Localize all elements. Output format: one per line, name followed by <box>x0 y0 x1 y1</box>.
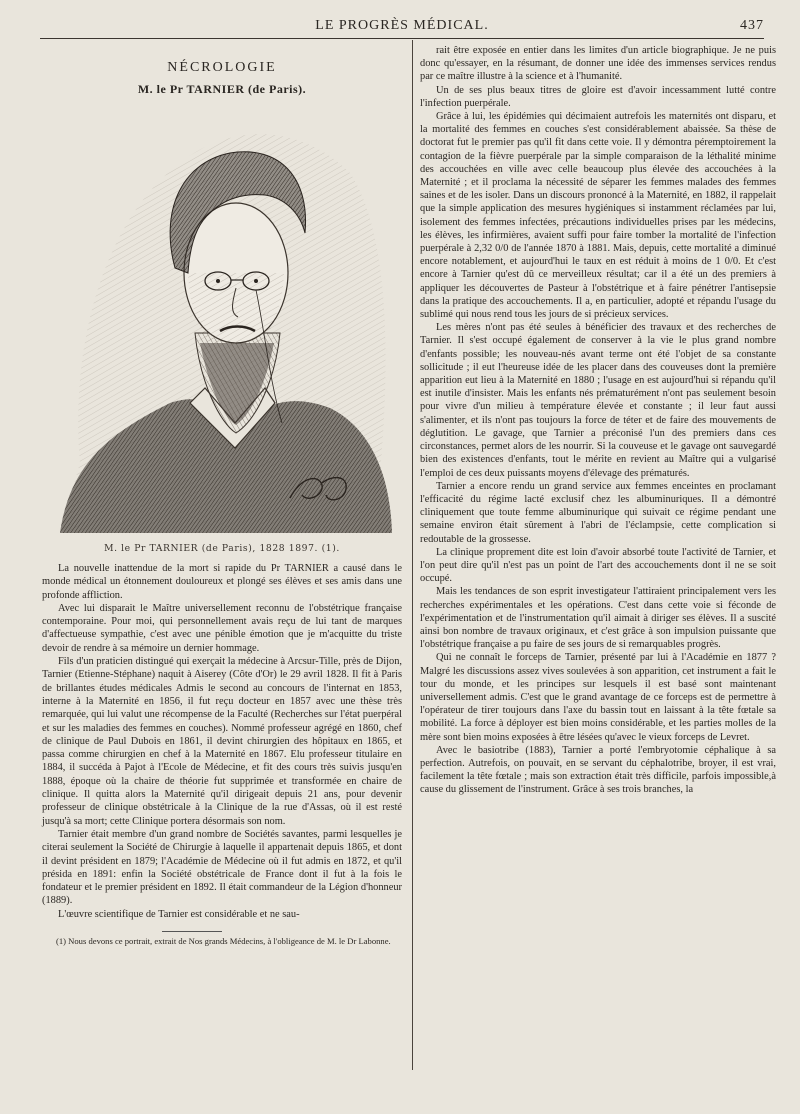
page-number: 437 <box>740 18 764 33</box>
paragraph: Un de ses plus beaux titres de gloire est d'avoir incessamment lutté contre l'infection puerpérale. <box>420 84 776 109</box>
left-column <box>42 42 402 947</box>
paragraph: Les mères n'ont pas été seules à bénéficier des travaux et des recherches de Tarnier. Il s'est occupé également de conserver à la vie le plus grand nombre d'enfants possible; les nouveau-nés avant terme ont été l'objet de sa constante sollicitude ; il eut l'heureuse idée de les placer dans des couveuses dont la première apparition eut lieu à la Maternité en 1880 ; l'usage en est aujourd'hui si répandu qu'il est inutile d'insister. Mais les enfants nés prématurément n'ont pas seulement besoin pour vivre d'un milieu à température élevée et constante ; il leur faut aussi s'alimenter, et ils n'ont pas toujours la force de téter et de faire des mouvements de déglutition. Le gavage, que Tarnier a préconisé l'un des premiers dans ces circonstances, permet alors de les nourrir. Si la couveuse et le gavage ont sauvegardé bien des existences d'enfants, tout le mérite en revient au Maître qui a vulgarisé l'emploi de ces deux puissants moyens d'élevage des prématurés. <box>420 322 776 479</box>
paragraph: rait être exposée en entier dans les limites d'un article biographique. Je ne puis donc qu'essayer, en la résumant, de donner une idée des immenses services rendus par ce maître illustre à la science et à l'humanité. <box>420 45 776 83</box>
paragraph: Avec le basiotribe (1883), Tarnier a porté l'embryotomie céphalique à sa perfection. Autrefois, on pouvait, en se servant du céphalotribe, broyer, il est vrai, facilement la tête fœtale ; mais son extraction était très difficile, parfois impossible,à cause du glissement de l'instrument. Grâce à ses trois branches, la <box>420 744 776 796</box>
portrait-caption: M. le Pr TARNIER (de Paris), 1828 1897. (1). <box>104 543 340 554</box>
paragraph: Avec lui disparait le Maître universellement reconnu de l'obstétrique française contemporaine. Pour moi, qui personnellement avais reçu de lui tant de marques d'affectueuse sympathie, c'est avec une pénible émotion que je m'acquitte du triste devoir de rendre à sa mémoire un dernier hommage. <box>42 602 402 654</box>
column-divider <box>412 40 413 1070</box>
left-text <box>42 562 402 921</box>
paragraph: Tarnier était membre d'un grand nombre de Sociétés savantes, parmi lesquelles je citerai seulement la Société de Chirurgie à laquelle il appartenait depuis 1865, et dont il devint président en 1879; l'Académie de Médecine où il fut admis en 1872, et qu'il présida en 1891: enfin la Société obstétricale de France dont il fut à la fois le fondateur et le premier président en 1892. Il était commandeur de la Légion d'honneur (1889). <box>42 828 402 907</box>
paragraph: L'œuvre scientifique de Tarnier est considérable et ne sau- <box>58 908 300 920</box>
paragraph: La nouvelle inattendue de la mort si rapide du Pr TARNIER a causé dans le monde médical un étonnement douloureux et plongé ses élèves et ses amis dans une profonde affliction. <box>42 563 402 601</box>
right-column <box>420 44 776 797</box>
portrait-engraving <box>60 103 392 537</box>
paragraph: Tarnier a encore rendu un grand service aux femmes enceintes en proclamant l'efficacité du régime lacté exclusif chez les albuminuriques. Il a démontré cliniquement que toute femme albuminurique qui suivait ce régime pendant une semaine environ était sûrement à l'abri de l'éclampsie, cette complication si redoutable de la grossesse. <box>420 480 776 545</box>
obituary-subject: M. le Pr TARNIER (de Paris). <box>137 82 307 96</box>
engraved-portrait-icon <box>60 103 392 537</box>
paragraph: Mais les tendances de son esprit investigateur l'attiraient principalement vers les recherches expérimentales et les opérations. C'est dans cette voie si féconde de l'expérimentation et de l'instrumentation qu'il aimait à diriger ses élèves. Il a suscité ainsi bon nombre de travaux originaux, et c'est grâce à son impulsion puissante que l'obstétrique française a pu faire de ses jours de si remarquables progrès. <box>420 586 776 651</box>
section-title: NÉCROLOGIE <box>167 60 277 75</box>
paragraph: Fils d'un praticien distingué qui exerçait la médecine à Arcsur-Tille, près de Dijon, Tarnier (Etienne-Stéphane) naquit à Aiserey (Côte d'Or) le 29 avril 1828. Il fit à Paris de brillantes études médicales Admis le second au concours de l'internat en 1853, interne à la Maternité en 1856, il fut reçu docteur en 1857 avec une thèse très remarquée, qui lui valut une récompense de la Faculté (Recherches sur l'état puerpéral et sur les maladies des femmes en couches). Nommé professeur agrégé en 1860, chef de clinique de Paul Dubois en 1861, il devint chirurgien des hôpitaux en 1865, et passa comme chirurgien en chef à la Maternité en 1867. Elu professeur titulaire en 1884, il succéda à Pajot à l'Ecole de Médecine, et fit des cours très suivis jusqu'en 1888, époque où la chaire de théorie fut supprimée et transformée en chaire de clinique. Il quitta alors la Maternité qu'il dirigeait depuis 21 ans, pour devenir professeur de clinique obstétricale à la Clinique de la rue d'Assas, où il est resté jusqu'à sa mort; cette Clinique portera désormais son nom. <box>42 656 402 827</box>
obituary-heading <box>42 60 402 97</box>
header-rule <box>40 38 764 39</box>
paragraph: Qui ne connaît le forceps de Tarnier, présenté par lui à l'Académie en 1877 ? Malgré les discussions assez vives soulevées à son apparition, cet instrument a fait le tour du monde, et les principes sur lesquels il est basé sont maintenant universellement admis. C'est que le grand avantage de ce forceps est de permettre à l'opérateur de tirer toujours dans l'axe du bassin tout en laissant à la tête fœtale sa mobilité. La force à déployer est bien moins considérable, et les parties molles de la mère sont bien moins exposées à être lésées qu'avec le vieux forceps de Levret. <box>420 652 776 743</box>
footnote: (1) Nous devons ce portrait, extrait de Nos grands Médecins, à l'obligeance de M. le Dr Labonne. <box>56 936 391 947</box>
journal-title: LE PROGRÈS MÉDICAL. <box>315 18 489 33</box>
paragraph: La clinique proprement dite est loin d'avoir absorbé toute l'activité de Tarnier, et l'on peut dire qu'il n'est pas un point de l'art des accouchements dont il ne se soit occupé. <box>420 546 776 585</box>
footnote-rule <box>162 931 222 932</box>
paragraph: Grâce à lui, les épidémies qui décimaient autrefois les maternités ont disparu, et la mortalité des femmes en couches s'est considérablement abaissée. Sa thèse de doctorat fut le premier pas qu'il fit dans cette voie. Il y démontra péremptoirement la contagion de la fièvre puerpérale par la simple comparaison de la léthalité minime des accouchées en ville avec celle beaucoup plus élevée des accouchées à la Maternité ; et il proclama la nécessité de séparer les femmes malades des femmes saines et de les isoler. Dans un discours prononcé à la Maternité, en 1882, il rappelait que la simple application des mesures hygiéniques si instamment réclamées par lui, isolement des femmes infectées, précautions individuelles prises par les médecins, les élèves, les infirmières, avaient suffi pour faire tomber la mortalité de l'infection puerpérale à 2,32 0/0 de l'année 1870 à 1881. Mais, depuis, cette mortalité a diminué encore notablement, et aujourd'hui le taux en est réduit à moins de 1 0/0. Et c'est encore à Tarnier qu'est dû ce merveilleux résultat; car il a été un des premiers à appliquer les découvertes de Pasteur à l'obstétrique et à faire pénétrer l'antisepsie dans la pratique des accouchements. Il a, en particulier, adopté et répandu l'usage du sublimé qui nous rend tous les jours de si précieux services. <box>420 111 776 321</box>
